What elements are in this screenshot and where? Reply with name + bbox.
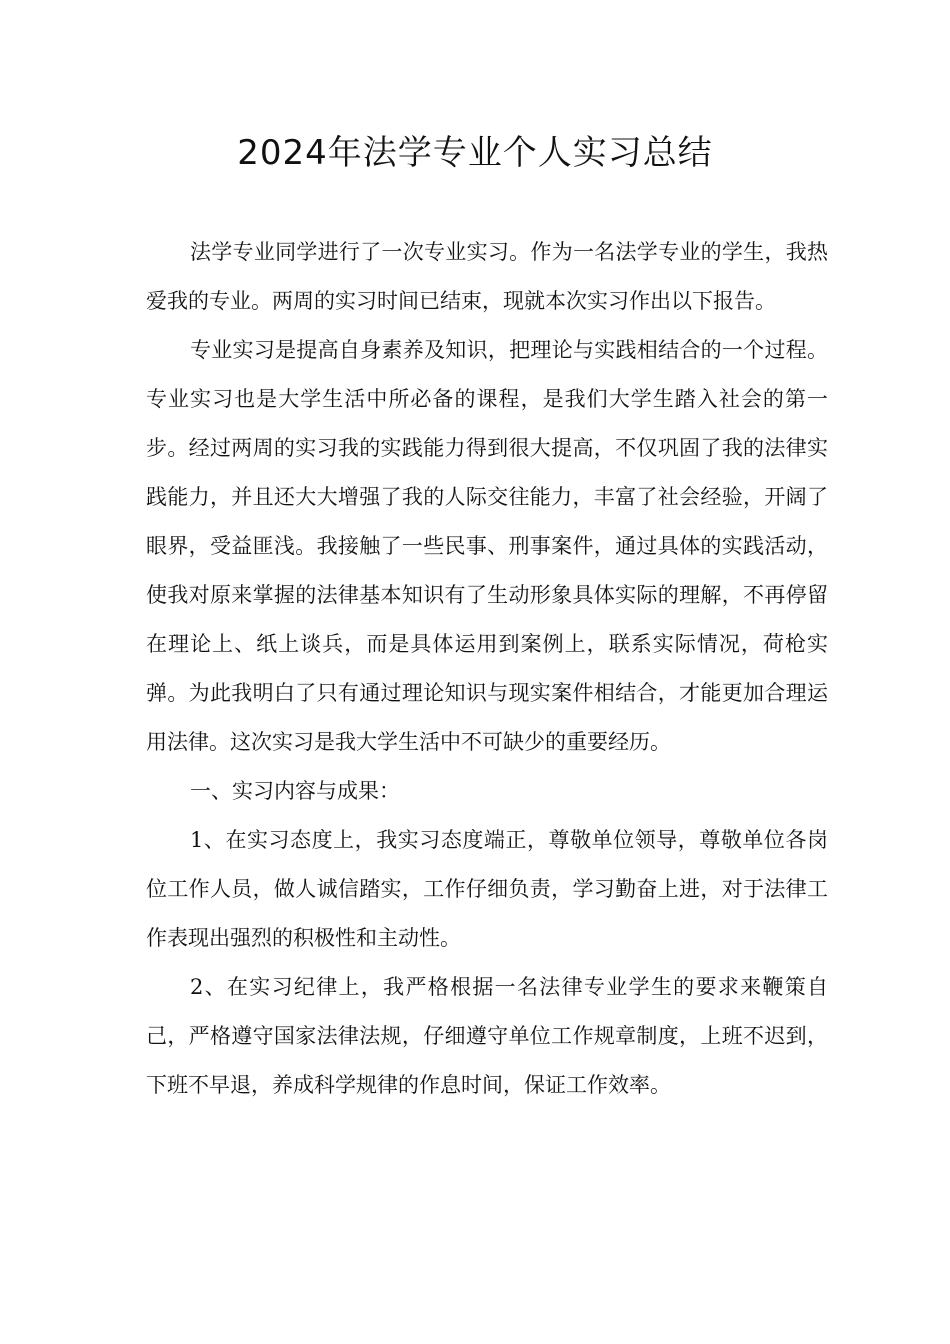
paragraph-intro: 法学专业同学进行了一次专业实习。作为一名法学专业的学生，我热爱我的专业。两周的实习时间已结束，现就本次实习作出以下报告。 [146,240,828,313]
document-body [146,228,828,1110]
paragraph-discipline: 2、在实习纪律上，我严格根据一名法律专业学生的要求来鞭策自己，严格遵守国家法律法规，仔细遵守单位工作规章制度，上班不迟到，下班不早退，养成科学规律的作息时间，保证工作效率。 [146,975,828,1097]
paragraph-internship-significance: 专业实习是提高自身素养及知识，把理论与实践相结合的一个过程。专业实习也是大学生活中所必备的课程，是我们大学生踏入社会的第一步。经过两周的实习我的实践能力得到很大提高，不仅巩固了我的法律实践能力，并且还大大增强了我的人际交往能力，丰富了社会经验，开阔了眼界，受益匪浅。我接触了一些民事、刑事案件，通过具体的实践活动，使我对原来掌握的法律基本知识有了生动形象具体实际的理解，不再停留在理论上、纸上谈兵，而是具体运用到案例上，联系实际情况，荷枪实弹。为此我明白了只有通过理论知识与现实案件相结合，才能更加合理运用法律。这次实习是我大学生活中不可缺少的重要经历。 [146,338,828,754]
paragraph-attitude: 1、在实习态度上，我实习态度端正，尊敬单位领导，尊敬单位各岗位工作人员，做人诚信踏实，工作仔细负责，学习勤奋上进，对于法律工作表现出强烈的积极性和主动性。 [146,828,828,950]
section-heading-content-results: 一、实习内容与成果： [190,779,400,803]
document-title: 2024年法学专业个人实习总结 [237,133,713,173]
